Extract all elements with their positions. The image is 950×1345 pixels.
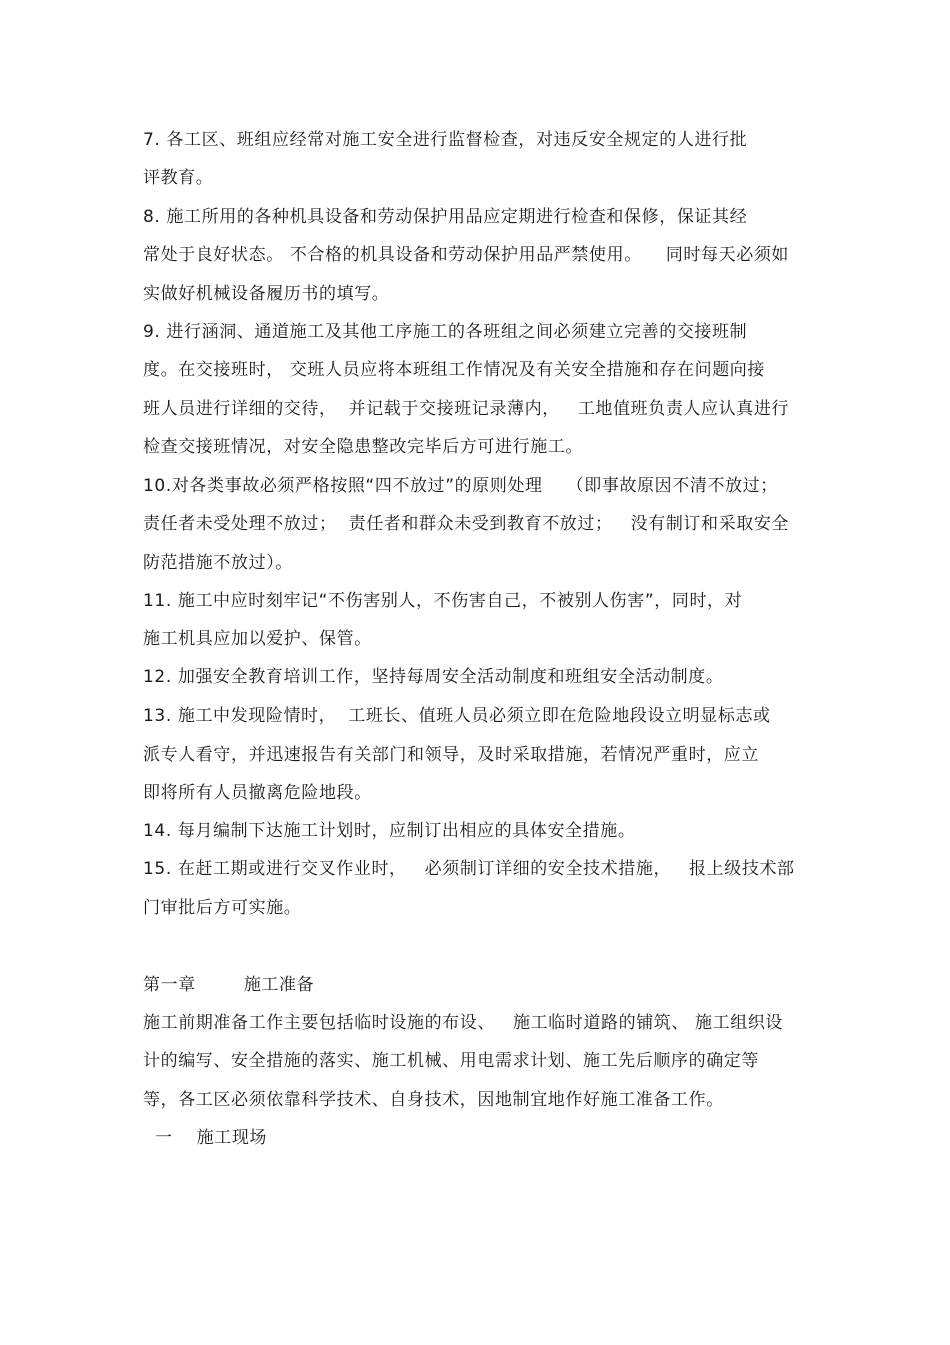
text-line: 施工前期准备工作主要包括临时设施的布设、 施工临时道路的铺筑、 施工组织设 <box>143 1013 784 1033</box>
text-line: 实做好机械设备履历书的填写。 <box>143 284 390 304</box>
text-line: 度。在交接班时， 交班人员应将本班组工作情况及有关安全措施和存在问题向接 <box>143 360 766 380</box>
text-line: 13. 施工中发现险情时， 工班长、值班人员必须立即在危险地段设立明显标志或 <box>143 706 771 726</box>
text-line: 10.对各类事故必须严格按照“四不放过”的原则处理 （即事故原因不清不放过； <box>143 476 778 496</box>
text-line: 检查交接班情况，对安全隐患整改完毕后方可进行施工。 <box>143 437 583 457</box>
section-heading: 一 施工现场 <box>143 1128 268 1148</box>
text-line: 班人员进行详细的交待， 并记载于交接班记录薄内， 工地值班负责人应认真进行 <box>143 399 790 419</box>
text-line: 责任者未受处理不放过； 责任者和群众未受到教育不放过； 没有制订和采取安全 <box>143 514 790 534</box>
text-line: 11. 施工中应时刻牢记“不伤害别人，不伤害自己，不被别人伤害”，同时，对 <box>143 591 743 611</box>
text-line: 评教育。 <box>143 168 214 188</box>
text-line: 15. 在赶工期或进行交叉作业时， 必须制订详细的安全技术措施， 报上级技术部 <box>143 859 795 879</box>
text-line: 计的编写、安全措施的落实、施工机械、用电需求计划、施工先后顺序的确定等 <box>143 1051 759 1071</box>
text-line: 派专人看守，并迅速报告有关部门和领导，及时采取措施，若情况严重时，应立 <box>143 745 759 765</box>
text-line: 常处于良好状态。 不合格的机具设备和劳动保护用品严禁使用。 同时每天必须如 <box>143 245 790 265</box>
text-line: 施工机具应加以爱护、保管。 <box>143 629 372 649</box>
chapter-heading: 第一章 施工准备 <box>143 975 315 995</box>
text-line: 14. 每月编制下达施工计划时，应制订出相应的具体安全措施。 <box>143 821 636 841</box>
text-line: 防范措施不放过）。 <box>143 553 293 573</box>
text-line: 即将所有人员撤离危险地段。 <box>143 783 372 803</box>
text-line: 门审批后方可实施。 <box>143 898 302 918</box>
text-line: 等，各工区必须依靠科学技术、自身技术，因地制宜地作好施工准备工作。 <box>143 1090 724 1110</box>
text-line: 8. 施工所用的各种机具设备和劳动保护用品应定期进行检查和保修，保证其经 <box>143 207 748 227</box>
text-line: 12. 加强安全教育培训工作，坚持每周安全活动制度和班组安全活动制度。 <box>143 667 724 687</box>
text-line: 9. 进行涵洞、通道施工及其他工序施工的各班组之间必须建立完善的交接班制 <box>143 322 748 342</box>
text-line: 7. 各工区、班组应经常对施工安全进行监督检查，对违反安全规定的人进行批 <box>143 130 748 150</box>
